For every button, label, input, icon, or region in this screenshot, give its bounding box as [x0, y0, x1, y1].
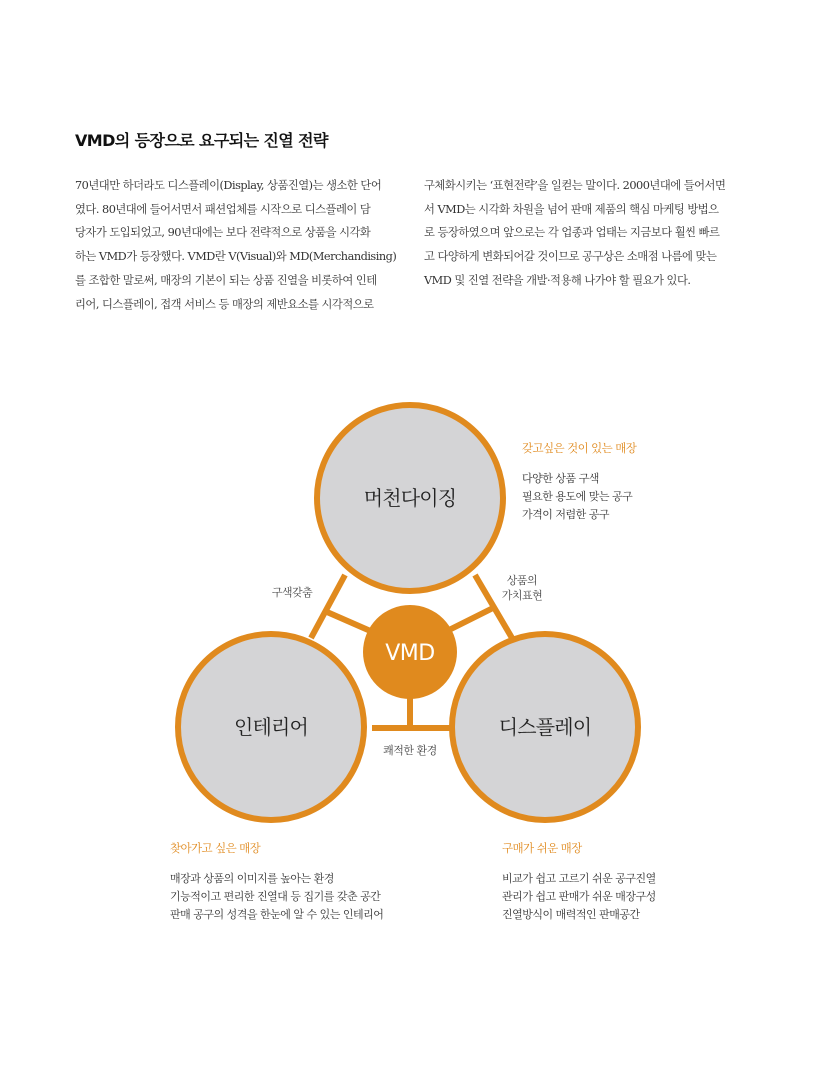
connector-top-left	[311, 575, 345, 638]
connector-label-value-line2: 가치표현	[501, 589, 543, 602]
note-item: 관리가 쉽고 판매가 쉬운 매장구성	[502, 890, 656, 903]
paragraph-line: 구체화시키는 ‘표현전략’을 일컫는 말이다. 2000년대에 들어서면	[424, 179, 726, 192]
section-title: VMD의 등장으로 요구되는 진열 전략	[75, 131, 328, 150]
paragraph-line: 당자가 도입되었고, 90년대에는 보다 전략적으로 상품을 시각화	[75, 226, 371, 240]
note-display	[502, 840, 656, 924]
note-item: 기능적이고 편리한 진열대 등 집기를 갖춘 공간	[170, 890, 381, 903]
connector-top-right-spoke	[445, 608, 493, 632]
paragraph-line: 70년대만 하더라도 디스플레이(Display, 상품진열)는 생소한 단어	[75, 179, 382, 192]
paragraph-line: 였다. 80년대에 들어서면서 패션업체를 시작으로 디스플레이 담	[75, 202, 371, 216]
note-interior	[170, 840, 383, 924]
paragraph-line: 서 VMD는 시각화 차원을 넘어 판매 제품의 핵심 마케팅 방법으	[424, 202, 719, 216]
note-heading: 구매가 쉬운 매장	[502, 841, 582, 855]
paragraph-line: 고 다양하게 변화되어갈 것이므로 공구상은 소매점 나름에 맞는	[424, 250, 717, 264]
paragraph-line: VMD 및 진열 전략을 개발·적용해 나가야 할 필요가 있다.	[424, 273, 691, 287]
note-heading: 찾아가고 싶은 매장	[170, 841, 261, 855]
note-heading: 갖고싶은 것이 있는 매장	[522, 441, 637, 455]
note-item: 다양한 상품 구색	[522, 472, 599, 485]
note-item: 매장과 상품의 이미지를 높아는 환경	[170, 872, 334, 885]
paragraph-line: 로 등장하였으며 앞으로는 각 업종과 업태는 지금보다 훨씬 빠르	[424, 226, 720, 240]
label-vmd: VMD	[385, 641, 435, 666]
paragraph-line: 를 조합한 말로써, 매장의 기본이 되는 상품 진열을 비롯하여 인테	[75, 273, 377, 287]
connector-top-left-spoke	[327, 612, 375, 633]
label-interior: 인테리어	[233, 715, 309, 739]
connector-label-value-line1: 상품의	[506, 574, 538, 587]
note-merchandising	[522, 440, 636, 524]
connector-label-assortment: 구색갖춤	[271, 586, 313, 599]
note-item: 가격이 저렴한 공구	[522, 508, 610, 521]
note-item: 진열방식이 매력적인 판매공간	[502, 908, 640, 921]
note-item: 비교가 쉽고 고르기 쉬운 공구진열	[502, 872, 656, 885]
label-display: 디스플레이	[498, 715, 592, 739]
note-item: 판매 공구의 성격을 한눈에 알 수 있는 인테리어	[170, 908, 384, 921]
note-item: 필요한 용도에 맞는 공구	[522, 490, 633, 503]
label-merchandising: 머천다이징	[363, 486, 457, 510]
paragraph-line: 하는 VMD가 등장했다. VMD란 V(Visual)와 MD(Merchandising)	[75, 250, 397, 264]
connector-label-environment: 쾌적한 환경	[383, 744, 437, 757]
paragraph-line: 리어, 디스플레이, 접객 서비스 등 매장의 제반요소를 시각적으로	[75, 297, 374, 311]
